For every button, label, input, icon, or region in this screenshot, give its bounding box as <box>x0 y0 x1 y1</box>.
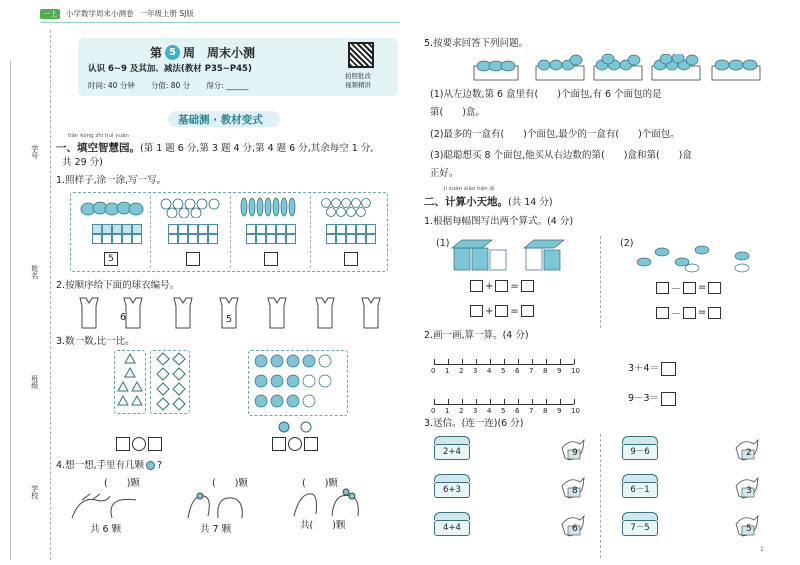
q2-2-title: 2.画一画,算一算。(4 分) <box>424 330 529 341</box>
q5-title: 5.按要求回答下列问题。 <box>424 38 529 49</box>
header-tag: 一上 <box>40 9 60 19</box>
calc-answer-1[interactable] <box>661 362 676 376</box>
equation-2a[interactable] <box>656 280 721 295</box>
jersey-number-6: 6 <box>120 312 127 323</box>
side-label-name: 姓名 <box>30 265 39 279</box>
q2-1-title: 1.根据每幅图写出两个算式。(4 分) <box>424 216 574 227</box>
eq1a-box2[interactable] <box>495 280 508 292</box>
page-header <box>40 8 194 19</box>
number-line-1-tick-label: 2 <box>459 367 464 375</box>
compare-circle-1[interactable] <box>132 437 146 451</box>
number-line-2-tick-label: 4 <box>487 407 492 415</box>
q1-desc-2: 共 29 分) <box>62 157 103 168</box>
compare-2[interactable] <box>272 437 318 451</box>
yogurt-pic <box>448 236 568 272</box>
q5-line-3b: 正好。 <box>430 168 459 179</box>
left-mailbox-roof <box>434 436 470 444</box>
number-line-1-tick-label: 6 <box>515 367 520 375</box>
number-line-2-tick <box>532 399 533 404</box>
number-line-2[interactable] <box>431 392 580 418</box>
number-line-2-tick <box>462 399 463 404</box>
left-mailbox-roof <box>434 474 470 482</box>
eq1a-box3[interactable] <box>521 280 534 292</box>
compare-box-right-1[interactable] <box>148 437 162 451</box>
compare-box-left-2[interactable] <box>272 437 286 451</box>
group-1-peppers <box>78 196 148 218</box>
eq2b-box1[interactable] <box>656 307 669 319</box>
number-line-1-tick <box>560 359 561 364</box>
number-line-1-tick-label: 1 <box>445 367 450 375</box>
eq1b-eq: = <box>510 305 519 317</box>
number-line-1-tick <box>532 359 533 364</box>
eq1a-eq: = <box>510 280 519 292</box>
eq1b-box2[interactable] <box>495 305 508 317</box>
hand-1-count: ( )颗 <box>104 478 140 489</box>
number-line-2-tick <box>434 399 435 404</box>
number-line-1-tick-label: 10 <box>571 367 580 375</box>
q1-1-title: 1.照样子,涂一涂,写一写。 <box>56 175 167 186</box>
eq2b-op: － <box>671 309 681 320</box>
blank-grid-2[interactable] <box>168 224 218 244</box>
number-line-1-tick <box>574 359 575 364</box>
right-bird-number-2: 3 <box>746 486 752 496</box>
q1-3-title: 3.数一数,比一比。 <box>56 336 135 347</box>
answer-box-3[interactable] <box>264 252 278 266</box>
q5-line-2: (2)最多的一盒有( )个面包,最少的一盒有( )个面包。 <box>430 129 680 140</box>
eq1a-box1[interactable] <box>470 280 483 292</box>
q5-line-1: (1)从左边数,第 6 盒里有( )个面包,有 6 个面包的是 <box>430 89 662 100</box>
jersey-number-5: 5 <box>226 314 233 325</box>
number-line-1-tick <box>462 359 463 364</box>
equation-2b[interactable] <box>656 305 721 320</box>
q1-4-title: 4.想一想,手里有几颗 <box>56 460 145 471</box>
right-mailbox-1[interactable]: 9－6 <box>622 444 658 460</box>
banner-subtitle: 认识 6~9 及其加、减法(教材 P35~P45) <box>88 64 252 74</box>
answer-box-4[interactable] <box>344 252 358 266</box>
q1-header <box>56 142 373 155</box>
hands-3 <box>288 484 368 518</box>
full-score-info: 分值: 80 分 <box>150 81 191 90</box>
banner-suffix: 周 周末小测 <box>183 46 256 60</box>
number-line-2-tick-label: 5 <box>501 407 506 415</box>
side-label-school: 学校 <box>30 485 39 499</box>
bead-icon <box>146 461 155 470</box>
page-number: 1 <box>760 546 764 553</box>
q2-1-part1-label: (1) <box>436 238 450 249</box>
eq1b-box3[interactable] <box>521 305 534 317</box>
number-line-2-tick <box>546 399 547 404</box>
right-bird-number-1: 2 <box>746 448 752 458</box>
eq2a-box3[interactable] <box>708 282 721 294</box>
banner-meta <box>88 80 249 91</box>
q1-title: 一、填空智慧园。 <box>56 142 140 154</box>
equation-1b[interactable] <box>470 305 534 317</box>
number-line-2-tick-label: 6 <box>515 407 520 415</box>
blank-grid-3[interactable] <box>246 224 296 244</box>
hand-3-total: 共( )颗 <box>300 520 346 531</box>
number-line-2-tick-label: 1 <box>445 407 450 415</box>
q1-4-header: 4.想一想,手里有几颗 ? <box>56 460 163 471</box>
left-mailbox-2[interactable]: 6+3 <box>434 482 470 498</box>
number-line-1-tick-label: 3 <box>473 367 478 375</box>
number-line-1-tick <box>434 359 435 364</box>
left-bird-number-1: 9 <box>572 448 578 458</box>
right-mailbox-roof <box>622 436 658 444</box>
number-line-1-tick <box>546 359 547 364</box>
number-line-1-tick <box>518 359 519 364</box>
number-line-1-tick <box>490 359 491 364</box>
compare-1[interactable] <box>116 437 162 451</box>
q2-1-part2-label: (2) <box>620 238 634 249</box>
number-line-2-tick-label: 9 <box>557 407 562 415</box>
answer-box-2[interactable] <box>186 252 200 266</box>
group-2-apples <box>158 196 228 218</box>
eq1b-op: + <box>485 305 494 317</box>
number-line-1[interactable] <box>431 352 580 378</box>
eq2b-box2[interactable] <box>683 307 696 319</box>
example-grid <box>92 224 142 244</box>
group-3-corn <box>238 196 308 218</box>
hand-2-count: ( )颗 <box>212 478 248 489</box>
calc-expr-2 <box>628 392 676 406</box>
number-line-1-tick-label: 4 <box>487 367 492 375</box>
left-mailbox-3[interactable]: 4+4 <box>434 520 470 536</box>
left-mailbox-1[interactable]: 2+4 <box>434 444 470 460</box>
q2-pinyin: jì suàn xiǎo tiān dì <box>444 186 495 192</box>
fruits-box <box>248 350 348 416</box>
right-bird-number-3: 5 <box>746 524 752 534</box>
number-line-2-tick-label: 0 <box>431 407 436 415</box>
eq2a-box1[interactable] <box>656 282 669 294</box>
number-line-1-tick <box>448 359 449 364</box>
number-line-2-tick <box>560 399 561 404</box>
q2-3-title: 3.送信。(连一连)(6 分) <box>424 418 524 429</box>
number-line-1-tick-label: 7 <box>529 367 534 375</box>
qr-caption-2: 视频精讲 <box>345 81 371 89</box>
number-line-2-tick <box>448 399 449 404</box>
number-line-2-tick-label: 7 <box>529 407 534 415</box>
q5-line-3: (3)聪聪想买 8 个面包,他买从右边数的第( )盒和第( )盒 <box>430 150 692 161</box>
score-field: 得分: ______ <box>206 81 249 90</box>
q5-line-1b: 第( )盒。 <box>430 107 485 118</box>
side-label-id: 学号 <box>30 145 39 159</box>
number-line-2-tick <box>504 399 505 404</box>
eq2a-box2[interactable] <box>683 282 696 294</box>
number-line-2-tick-label: 8 <box>543 407 548 415</box>
right-mailbox-roof <box>622 474 658 482</box>
q1-desc: (第 1 题 6 分,第 3 题 4 分,第 4 题 6 分,其余每空 1 分, <box>140 143 374 154</box>
calc-expr-2-text: 9－3＝ <box>628 393 660 405</box>
number-line-2-tick <box>476 399 477 404</box>
compare-box-right-2[interactable] <box>304 437 318 451</box>
example-answer-box: 5 <box>104 252 118 266</box>
right-mailbox-3[interactable]: 7－5 <box>622 520 658 536</box>
qr-code-icon[interactable] <box>348 42 374 68</box>
number-line-2-tick-label: 2 <box>459 407 464 415</box>
eq2a-eq: = <box>698 282 707 293</box>
number-line-1-tick-label: 0 <box>431 367 436 375</box>
number-line-1-tick-label: 8 <box>543 367 548 375</box>
number-line-2-tick-label: 10 <box>571 407 580 415</box>
side-label-class: 班级 <box>30 375 39 389</box>
left-bird-number-3: 6 <box>572 524 578 534</box>
candy-pic <box>632 238 762 274</box>
q1-2-title: 2.按顺序给下面的球衣编号。 <box>56 280 180 291</box>
fruit-icons <box>276 418 316 430</box>
number-line-2-tick-label: 3 <box>473 407 478 415</box>
left-bird-number-2: 8 <box>572 486 578 496</box>
eq2b-box3[interactable] <box>708 307 721 319</box>
header-series: 小学数学周末小测卷 <box>66 9 134 18</box>
equation-1a[interactable] <box>470 280 534 292</box>
eq2b-eq: = <box>698 307 707 318</box>
hand-1-total: 共 6 颗 <box>90 524 122 535</box>
eq2a-op: － <box>671 284 681 295</box>
hand-2-total: 共 7 颗 <box>200 524 232 535</box>
group-4-apples <box>318 196 386 218</box>
eq1a-op: + <box>485 280 494 292</box>
hand-3-count: ( )颗 <box>302 478 338 489</box>
number-line-1-tick <box>504 359 505 364</box>
blank-grid-4[interactable] <box>326 224 376 244</box>
time-info: 时间: 40 分钟 <box>88 81 135 90</box>
number-line-1-tick-label: 9 <box>557 367 562 375</box>
calc-expr-1 <box>628 362 676 376</box>
compare-box-left-1[interactable] <box>116 437 130 451</box>
right-mailbox-roof <box>622 512 658 520</box>
right-mailbox-2[interactable]: 6－1 <box>622 482 658 498</box>
bread-boxes <box>472 54 768 82</box>
q2-header <box>424 196 553 209</box>
number-line-2-tick <box>490 399 491 404</box>
header-grade: 一年级上册 SJ版 <box>139 9 194 18</box>
banner-prefix: 第 <box>150 46 163 60</box>
banner-title <box>150 44 255 61</box>
hands-1 <box>62 490 162 520</box>
hands-2 <box>178 488 258 520</box>
eq1b-box1[interactable] <box>470 305 483 317</box>
number-line-1-tick <box>476 359 477 364</box>
q2-total: (共 14 分) <box>508 197 553 208</box>
number-line-2-tick <box>518 399 519 404</box>
left-mailbox-roof <box>434 512 470 520</box>
qr-caption-1: 拍照批改 <box>345 72 371 80</box>
compare-circle-2[interactable] <box>288 437 302 451</box>
calc-answer-2[interactable] <box>661 392 676 406</box>
calc-expr-1-text: 3＋4＝ <box>628 363 660 375</box>
section-banner: 基础测 · 教材变式 <box>178 114 263 126</box>
triangles-box <box>114 350 146 414</box>
week-number-badge: 5 <box>165 45 180 60</box>
number-line-2-tick <box>574 399 575 404</box>
q2-title: 二、计算小天地。 <box>424 196 508 208</box>
q1-pinyin: tián kòng zhì huì yuán <box>68 133 129 139</box>
diamonds-box <box>150 350 190 414</box>
number-line-1-tick-label: 5 <box>501 367 506 375</box>
